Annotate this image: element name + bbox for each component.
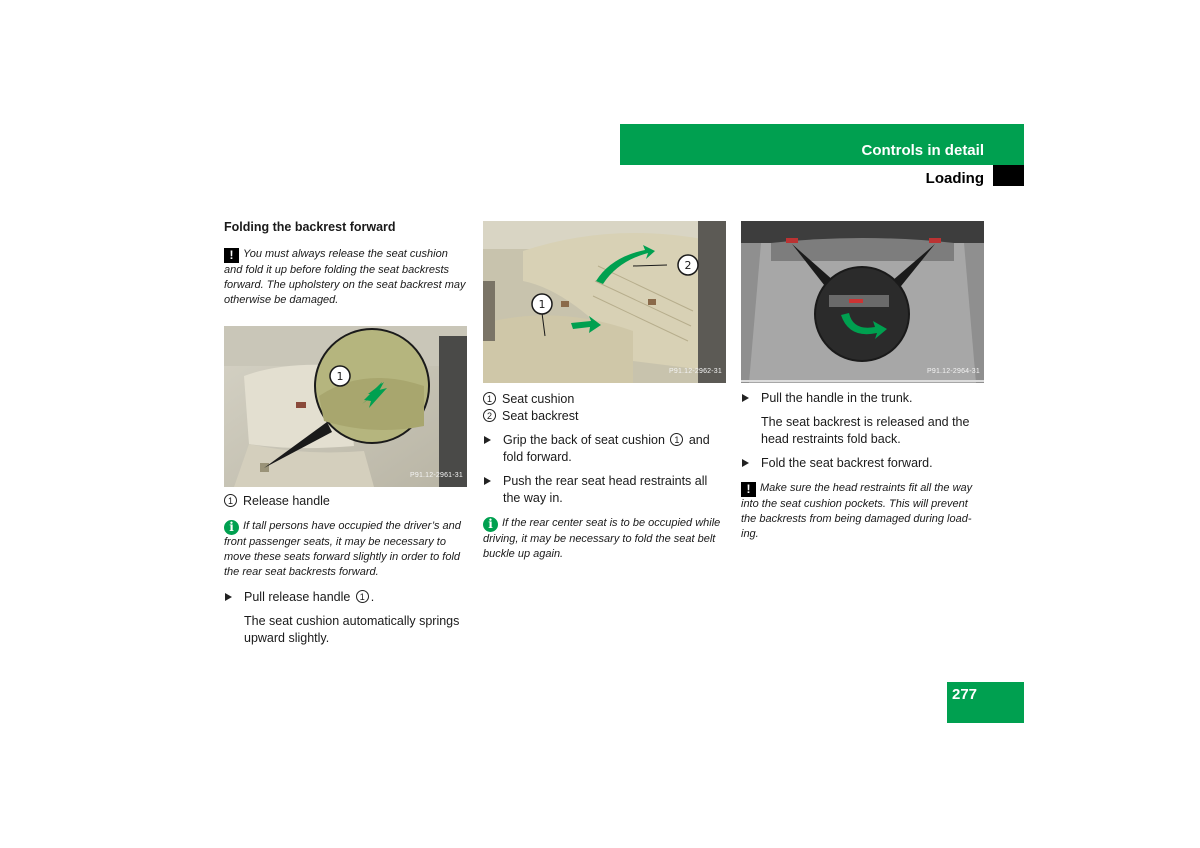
legend-text: Seat cushion (502, 392, 575, 406)
callout-number: 1 (224, 494, 237, 507)
figure-callout-1: 1 (538, 298, 546, 311)
figure-code: P91.12-2964-31 (926, 368, 980, 375)
figure-code: P91.12-2961-31 (409, 472, 463, 479)
section-marker (993, 165, 1024, 186)
step-text-end: . (370, 590, 375, 604)
bullet-arrow-icon (225, 593, 232, 601)
warning-note (224, 247, 467, 308)
callout-number: 1 (483, 392, 496, 405)
bullet-arrow-icon (742, 459, 749, 467)
legend-text: Seat backrest (502, 409, 579, 423)
column-3 (741, 221, 984, 542)
step-text: Grip the back of seat cushion (503, 433, 669, 447)
figure-callout-2: 2 (684, 259, 692, 272)
step-text: Push the rear seat head restraints all the way in. (503, 474, 708, 505)
warning-icon: ! (224, 248, 239, 263)
trunk-illustration (741, 221, 984, 383)
warning-note (741, 481, 984, 542)
section-heading: Folding the backrest forward (224, 220, 396, 234)
step-text: Pull release handle (244, 590, 354, 604)
info-text: If the rear center seat is to be occupied while driving, it may be necessary to fold the seat belt buckle up again. (483, 517, 721, 560)
legend-text: Release handle (243, 494, 330, 508)
figure-release-handle (224, 326, 467, 487)
bullet-arrow-icon (742, 394, 749, 402)
info-icon: i (224, 520, 239, 535)
rear-seat-illustration (483, 221, 726, 383)
step-text-end: and fold forward. (503, 433, 710, 464)
step-result: The seat cushion automatically springs upward slightly. (244, 614, 460, 645)
instruction-step (483, 432, 726, 466)
step-result: The seat backrest is released and the head restraints fold back. (761, 415, 970, 446)
column-2 (483, 221, 726, 562)
bullet-arrow-icon (484, 436, 491, 444)
legend-item (224, 493, 467, 510)
step-text: Fold the seat backrest forward. (761, 456, 933, 470)
figure-callout: 1 (336, 370, 344, 383)
figure-trunk (741, 221, 984, 383)
instruction-step (224, 589, 467, 606)
callout-number: 1 (670, 433, 683, 446)
info-note (224, 519, 467, 580)
page-number: 277 (952, 686, 978, 703)
callout-number: 1 (356, 590, 369, 603)
callout-number: 2 (483, 409, 496, 422)
warning-text: You must always release the seat cushion and fold it up before folding the seat backrests forward. The upholstery on the seat backrest may otherwise be damaged. (224, 248, 466, 306)
figure-code: P91.12-2962-31 (668, 368, 722, 375)
legend-item (483, 408, 726, 425)
subsection-title: Loading (925, 170, 984, 187)
bullet-arrow-icon (484, 477, 491, 485)
section-title: Controls in detail (861, 142, 984, 159)
step-text: Pull the handle in the trunk. (761, 391, 913, 405)
info-text: If tall persons have occupied the driver’s and front passenger seats, it may be necessary to move these seats forward slightly in order to fold the rear seat backrests forward. (224, 520, 461, 578)
instruction-step (741, 455, 984, 472)
warning-icon: ! (741, 482, 756, 497)
seat-illustration (224, 326, 467, 487)
legend-item (483, 391, 726, 408)
info-note (483, 516, 726, 562)
info-icon: i (483, 517, 498, 532)
instruction-step (483, 473, 726, 507)
figure-rear-seat (483, 221, 726, 383)
column-1 (224, 219, 467, 647)
warning-text: Make sure the head restraints fit all the way into the seat cushion pockets. This will prevent the backrests from being damaged during load-ing. (741, 482, 973, 540)
instruction-step (741, 390, 984, 407)
